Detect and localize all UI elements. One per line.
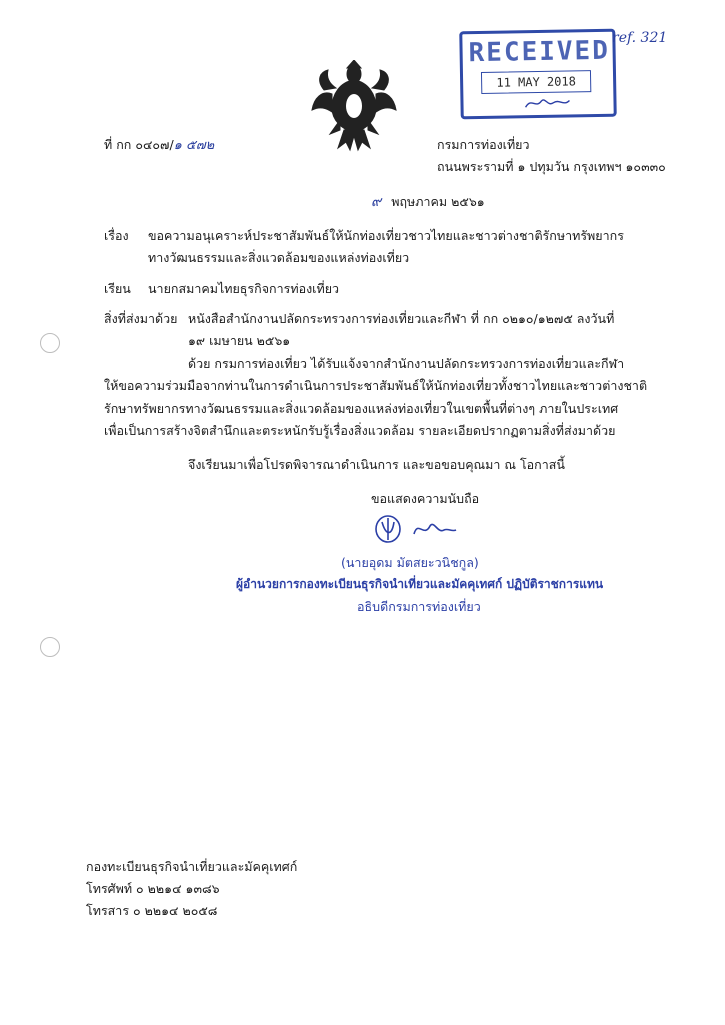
handwritten-reference: ref. 321	[612, 30, 668, 46]
signer-position: ผู้อำนวยการกองทะเบียนธุรกิจนำเที่ยวและมัคคุเทศก์ ปฏิบัติราชการแทน	[236, 577, 604, 591]
stamp-initial-signature	[523, 94, 571, 111]
body-line-1: ด้วย กรมการท่องเที่ยว ได้รับแจ้งจากสำนักงานปลัดกระทรวงการท่องเที่ยวและกีฬา	[188, 356, 625, 371]
to-label: เรียน	[104, 281, 131, 296]
stamp-date: 11 MAY 2018	[481, 70, 591, 94]
enclosure-label: สิ่งที่ส่งมาด้วย	[104, 311, 178, 326]
handwritten-signature	[368, 512, 468, 546]
received-stamp	[459, 29, 617, 120]
signer-on-behalf: อธิบดีกรมการท่องเที่ยว	[357, 599, 481, 614]
date-month-year: พฤษภาคม ๒๕๖๑	[391, 194, 485, 209]
enclosure-line-1: หนังสือสำนักงานปลัดกระทรวงการท่องเที่ยวและกีฬา ที่ กก ๐๒๑๐/๑๒๗๕ ลงวันที่	[188, 311, 615, 326]
footer-phone: โทรศัพท์ ๐ ๒๒๑๔ ๑๓๘๖	[86, 881, 220, 896]
agency-address: ถนนพระรามที่ ๑ ปทุมวัน กรุงเทพฯ ๑๐๓๓๐	[437, 159, 666, 174]
body-closing: จึงเรียนมาเพื่อโปรดพิจารณาดำเนินการ และขอขอบคุณมา ณ โอกาสนี้	[188, 457, 565, 472]
reference-handwritten: ๑ ๕๗๒	[173, 138, 215, 153]
garuda-emblem-icon	[310, 60, 398, 152]
punch-hole-top	[40, 333, 60, 353]
date-day: ๙	[371, 194, 382, 210]
reference-prefix: ที่ กก ๐๔๐๗/	[104, 137, 174, 152]
body-line-4: เพื่อเป็นการสร้างจิตสำนึกและตระหนักรับรู้เรื่องสิ่งแวดล้อม รายละเอียดปรากฏตามสิ่งที่ส่งมาด้วย	[104, 423, 616, 438]
enclosure-line-2: ๑๙ เมษายน ๒๕๖๑	[188, 333, 291, 348]
agency-name: กรมการท่องเที่ยว	[437, 137, 530, 152]
subject-line-2: ทางวัฒนธรรมและสิ่งแวดล้อมของแหล่งท่องเที่ยว	[148, 250, 410, 265]
subject-label: เรื่อง	[104, 228, 129, 243]
to-value: นายกสมาคมไทยธุรกิจการท่องเที่ยว	[148, 281, 340, 296]
letter-date	[371, 193, 485, 211]
footer-fax: โทรสาร ๐ ๒๒๑๔ ๒๐๕๘	[86, 903, 218, 918]
punch-hole-bottom	[40, 637, 60, 657]
body-line-2: ให้ขอความร่วมมือจากท่านในการดำเนินการประชาสัมพันธ์ให้นักท่องเที่ยวทั้งชาวไทยและชาวต่างชาติ	[104, 378, 648, 393]
stamp-word: RECEIVED	[468, 35, 611, 69]
body-line-3: รักษาทรัพยากรทางวัฒนธรรมและสิ่งแวดล้อมของแหล่งท่องเที่ยวในเขตพื้นที่ต่างๆ ภายในประเทศ	[104, 401, 619, 416]
footer-division: กองทะเบียนธุรกิจนำเที่ยวและมัคคุเทศก์	[86, 859, 298, 874]
regards: ขอแสดงความนับถือ	[371, 491, 480, 506]
signer-name: (นายอุดม มัตสยะวนิชกูล)	[341, 555, 479, 570]
subject-line-1: ขอความอนุเคราะห์ประชาสัมพันธ์ให้นักท่องเที่ยวชาวไทยและชาวต่างชาติรักษาทรัพยากร	[148, 228, 624, 243]
reference-number	[104, 136, 214, 155]
